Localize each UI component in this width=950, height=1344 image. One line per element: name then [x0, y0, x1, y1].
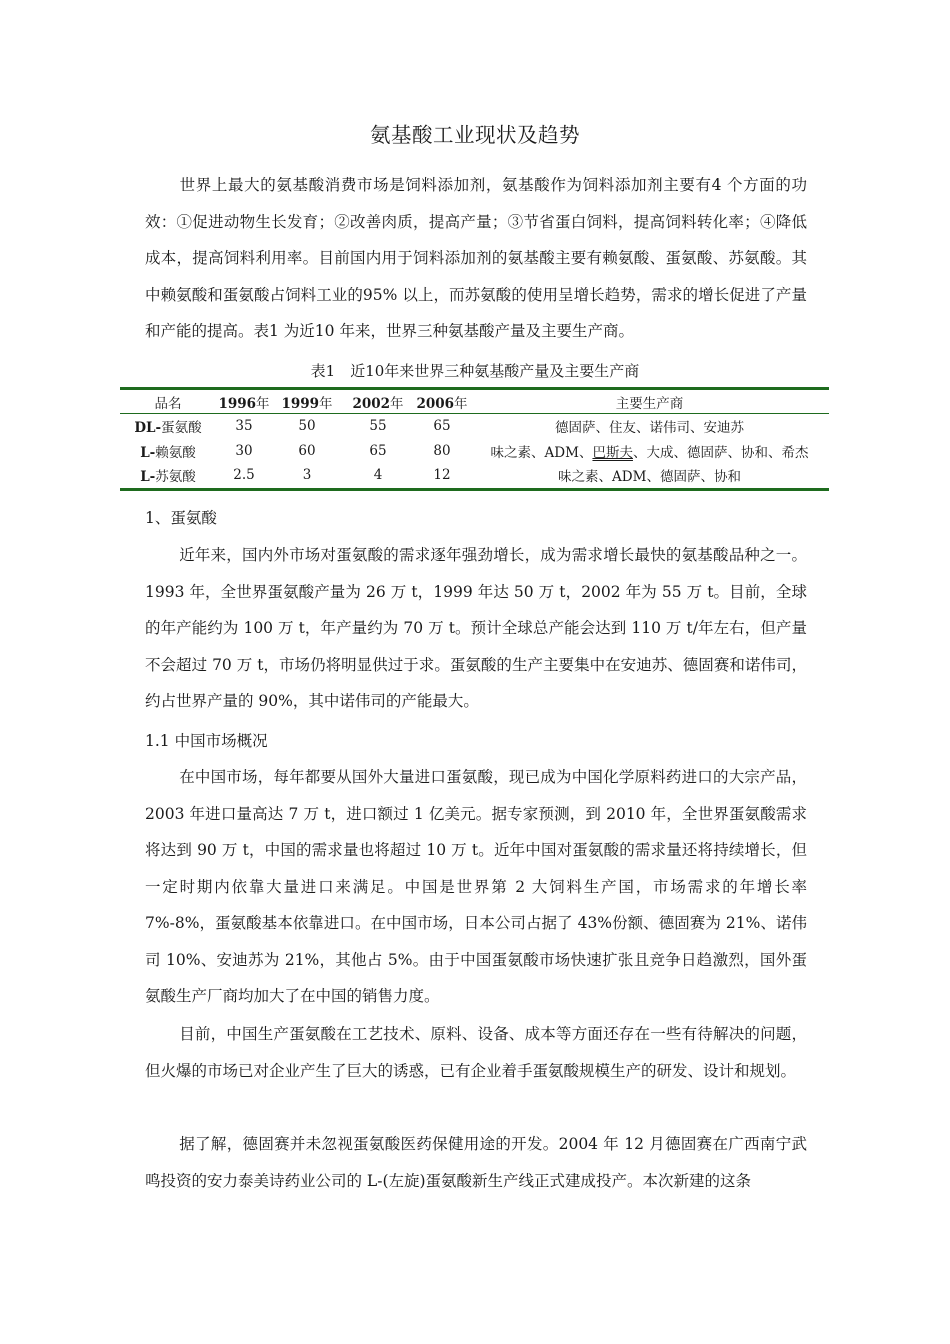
row-name-cell: L-苏氨酸	[140, 469, 196, 486]
table-header-row	[120, 390, 829, 413]
value-cell: 35	[235, 418, 253, 435]
producers-cell: 味之素、ADM、德固萨、协和	[558, 469, 741, 486]
value-cell: 3	[302, 467, 312, 484]
china-production-paragraph: 目前，中国生产蛋氨酸在工艺技术、原料、设备、成本等方面还存在一些有待解决的问题，但火爆的市场已对企业产生了巨大的诱惑，已有企业着手蛋氨酸规模生产的研发、设计和规划。	[145, 1025, 807, 1080]
value-cell: 30	[235, 442, 253, 459]
value-cell: 60	[298, 442, 316, 459]
col-header-1999: 1999年	[281, 395, 333, 412]
value-cell: 55	[369, 418, 387, 435]
row-name-cell: DL-蛋氨酸	[134, 420, 202, 437]
methionine-paragraph: 近年来，国内外市场对蛋氨酸的需求逐年强劲增长，成为需求增长最快的氨基酸品种之一。1993 年，全世界蛋氨酸产量为 26 万 t，1999 年达 50 万 t，2002 年为 55 万 t。目前，全球的年产能约为 100 万 t，年产量约为 70 万 t。预计全球总产能会达到 110 万 t/年左右，但产量不会超过 70 万 t，市场仍将明显供过于求。蛋氨酸的生产主要集中在安迪苏、德固赛和诺伟司，约占世界产量的 90%，其中诺伟司的产能最大。	[145, 546, 807, 710]
row-name-cell: L-赖氨酸	[140, 444, 196, 461]
col-header-2006: 2006年	[416, 395, 468, 412]
value-cell: 65	[369, 442, 387, 459]
col-header-name: 品名	[154, 395, 182, 412]
china-market-paragraph: 在中国市场，每年都要从国外大量进口蛋氨酸，现已成为中国化学原料药进口的大宗产品，2003 年进口量高达 7 万 t，进口额过 1 亿美元。据专家预测，到 2010 年，全世界蛋氨酸需求将达到 90 万 t，中国的需求量也将超过 10 万 t。近年中国对蛋氨酸的需求量还将持续增长，但一定时期内依靠大量进口来满足。中国是世界第 2 大饲料生产国，市场需求的年增长率 7%-8%，蛋氨酸基本依靠进口。在中国市场，日本公司占据了 43%份额、德固赛为 21%、诺伟司 10%、安迪苏为 21%，其他占 5%。由于中国蛋氨酸市场快速扩张且竞争日趋激烈，国外蛋氨酸生产厂商均加大了在中国的销售力度。	[145, 768, 807, 1005]
producers-cell: 德固萨、住友、诺伟司、安迪苏	[555, 420, 744, 437]
producers-cell: 味之素、ADM、巴斯夫、大成、德固萨、协和、希杰	[490, 444, 809, 461]
col-header-producers: 主要生产商	[615, 395, 684, 412]
value-cell: 50	[298, 418, 316, 435]
value-cell: 80	[433, 442, 451, 459]
table-row	[120, 439, 829, 464]
intro-paragraph	[145, 167, 807, 350]
col-header-2002: 2002年	[352, 395, 404, 412]
table-bottom-rule	[120, 488, 829, 491]
page-title: 氨基酸工业现状及趋势	[370, 123, 580, 147]
production-table	[120, 387, 829, 491]
table-row	[120, 463, 829, 488]
underlined-producer: 巴斯夫	[592, 444, 633, 461]
intro-text: 世界上最大的氨基酸消费市场是饲料添加剂，氨基酸作为饲料添加剂主要有4 个方面的功效：①促进动物生长发育；②改善肉质，提高产量；③节省蛋白饲料，提高饲料转化率；④降低成本，提高饲料利用率。目前国内用于饲料添加剂的氨基酸主要有赖氨酸、蛋氨酸、苏氨酸。其中赖氨酸和蛋氨酸占饲料工业的95% 以上，而苏氨酸的使用呈增长趋势，需求的增长促进了产量和产能的提高。表1 为近10 年来，世界三种氨基酸产量及主要生产商。	[145, 176, 807, 340]
value-cell: 4	[373, 467, 383, 484]
table-row	[120, 414, 829, 439]
value-cell: 12	[433, 467, 451, 484]
col-header-1996: 1996年	[218, 395, 270, 412]
table-caption: 表1 近10年来世界三种氨基酸产量及主要生产商	[310, 362, 640, 380]
section-heading-china-market: 1.1 中国市场概况	[145, 732, 268, 750]
section-heading-methionine: 1、蛋氨酸	[145, 509, 217, 527]
value-cell: 65	[433, 418, 451, 435]
value-cell: 2.5	[233, 467, 255, 484]
degussa-paragraph: 据了解，德固赛并未忽视蛋氨酸医药保健用途的开发。2004 年 12 月德固赛在广西南宁武鸣投资的安力泰美诗药业公司的 L-(左旋)蛋氨酸新生产线正式建成投产。本次新建的这条	[145, 1135, 807, 1190]
